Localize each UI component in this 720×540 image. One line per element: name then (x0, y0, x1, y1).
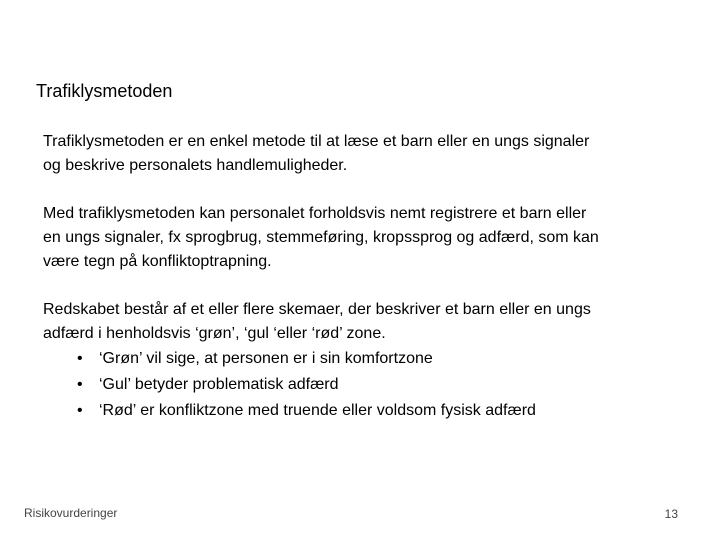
slide-title: Trafiklysmetoden (36, 81, 173, 101)
page-number: 13 (664, 507, 678, 521)
bullet-text-red: ‘Rød’ er konfliktzone med truende eller voldsom fysisk adfærd (99, 402, 536, 419)
bullet-dot: • (77, 350, 83, 367)
bullet-item-red (43, 398, 683, 424)
paragraph-registration: Med trafiklysmetoden kan personalet forholdsvis nemt registrere et barn eller en ungs signaler, fx sprogbrug, stemmeføring, kropssprog og adfærd, som kan være tegn på konfliktoptrapning. (43, 205, 599, 270)
footer-label: Risikovurderinger (24, 506, 118, 520)
bullet-dot: • (77, 402, 83, 419)
bullet-dot: • (77, 376, 83, 393)
paragraph-tool: Redskabet består af et eller flere skemaer, der beskriver et barn eller en ungs adfærd i henholdsvis ‘grøn’, ‘gul ‘eller ‘rød’ zone. (43, 301, 591, 342)
bullet-text-yellow: ‘Gul’ betyder problematisk adfærd (99, 376, 339, 393)
bullet-item-yellow (43, 372, 683, 398)
zone-bullet-list (43, 346, 683, 424)
bullet-text-green: ‘Grøn’ vil sige, at personen er i sin komfortzone (99, 350, 433, 367)
slide-content (43, 130, 683, 424)
bullet-item-green (43, 346, 683, 372)
paragraph-intro: Trafiklysmetoden er en enkel metode til at læse et barn eller en ungs signaler og beskrive personalets handlemuligheder. (43, 133, 590, 174)
